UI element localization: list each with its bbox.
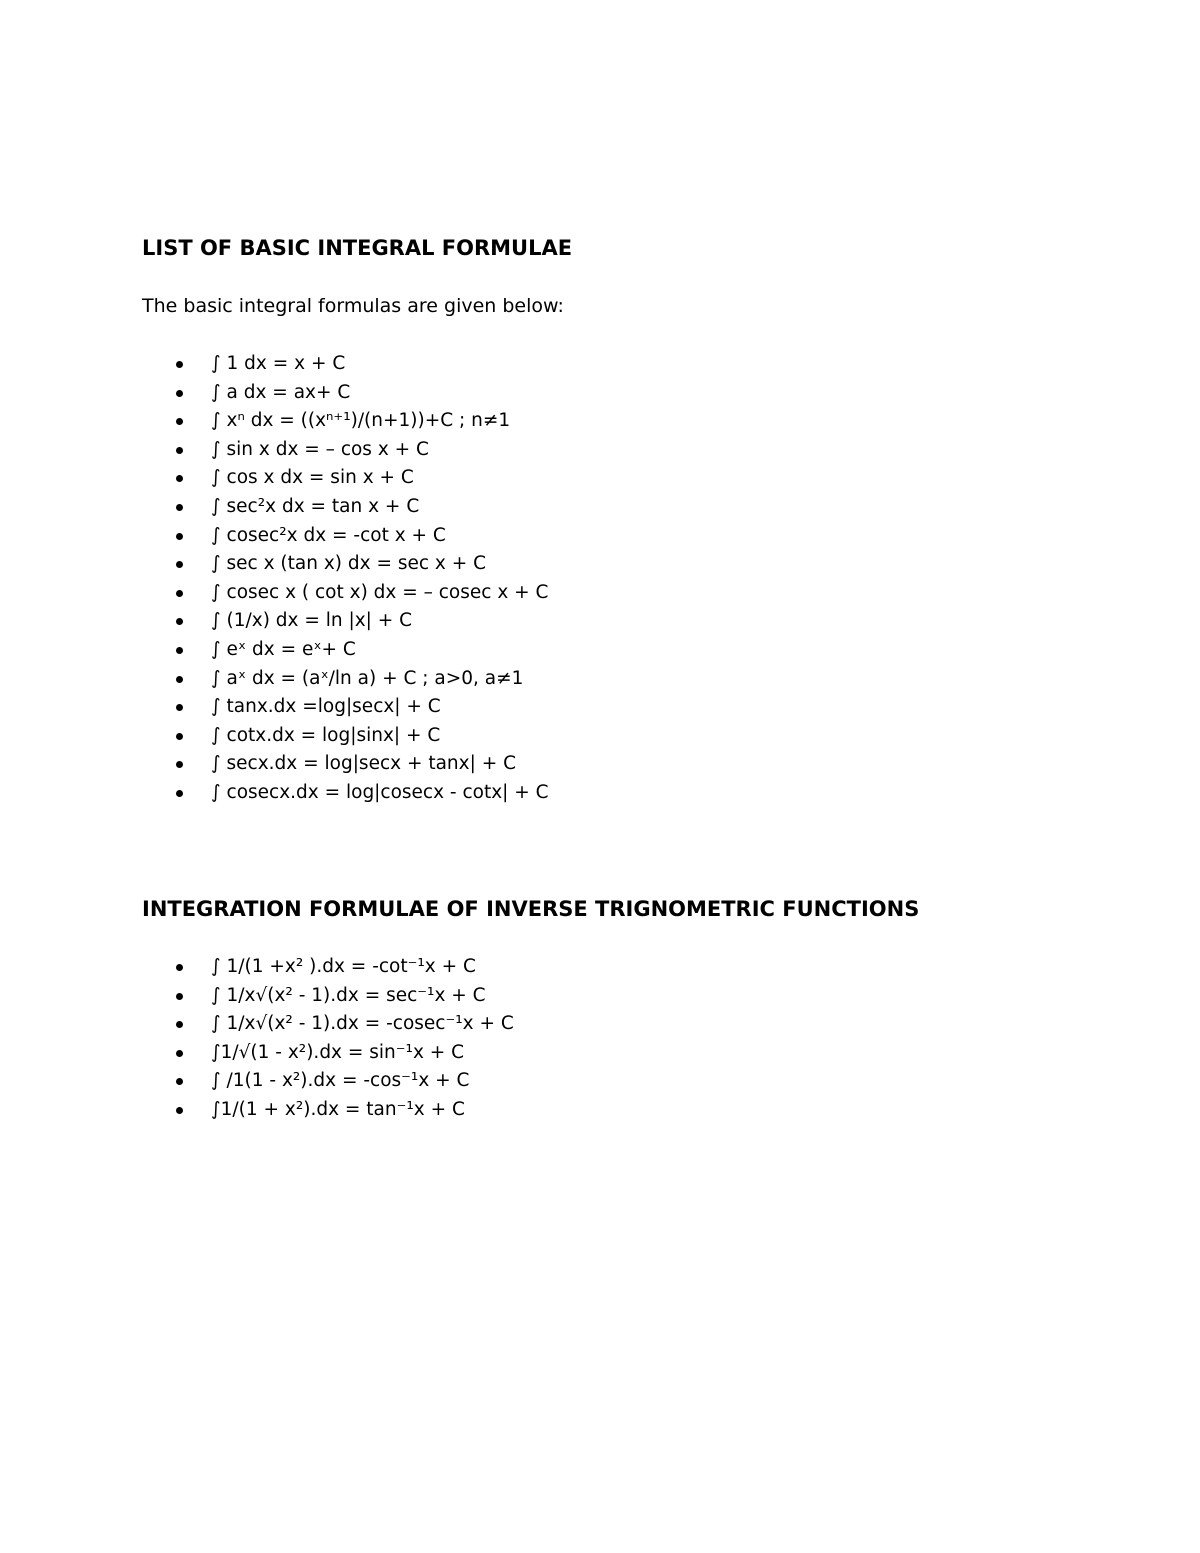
formula-text: ∫1/(1 + x²).dx = tan⁻¹x + C [211,1098,465,1120]
formula-text: ∫ (1/x) dx = ln |x| + C [211,610,413,632]
bullet-icon [176,504,183,511]
bullet-icon [176,993,183,1000]
bullet-icon [176,676,183,683]
bullet-icon [176,618,183,625]
formula-text: ∫ 1/x√(x² - 1).dx = -cosec⁻¹x + C [211,1013,514,1035]
formula-text: ∫ sec x (tan x) dx = sec x + C [211,553,487,575]
bullet-icon [176,704,183,711]
bullet-icon [176,964,183,971]
bullet-icon [176,761,183,768]
section-title-inverse-trig: INTEGRATION FORMULAE OF INVERSE TRIGNOMETRIC FUNCTIONS [142,897,920,921]
bullet-icon [176,390,183,397]
bullet-icon [176,418,183,425]
bullet-icon [176,733,183,740]
bullet-icon [176,533,183,540]
formula-text: ∫ aˣ dx = (aˣ/ln a) + C ; a>0, a≠1 [211,667,524,689]
bullet-icon [176,1107,183,1114]
bullet-icon [176,590,183,597]
formula-text: ∫ sin x dx = – cos x + C [211,438,429,460]
bullet-icon [176,447,183,454]
bullet-icon [176,1078,183,1085]
formula-text: ∫ /1(1 - x²).dx = -cos⁻¹x + C [211,1070,470,1092]
formula-text: ∫ cosec²x dx = -cot x + C [211,524,446,546]
formula-text: ∫ xⁿ dx = ((xⁿ⁺¹)/(n+1))+C ; n≠1 [211,410,511,432]
formula-text: ∫ tanx.dx =log|secx| + C [211,696,441,718]
formula-text: ∫ 1/(1 +x² ).dx = -cot⁻¹x + C [211,956,476,977]
bullet-icon [176,1050,183,1057]
bullet-icon [176,1021,183,1028]
bullet-icon [176,647,183,654]
formula-text: ∫ cosec x ( cot x) dx = – cosec x + C [211,581,549,603]
formula-text: ∫ 1/x√(x² - 1).dx = sec⁻¹x + C [211,984,486,1006]
section-title-basic-integrals: LIST OF BASIC INTEGRAL FORMULAE [142,236,573,260]
formula-text: ∫1/√(1 - x²).dx = sin⁻¹x + C [211,1041,465,1063]
formula-text: ∫ sec²x dx = tan x + C [211,495,420,517]
intro-paragraph: The basic integral formulas are given below: [142,295,564,317]
bullet-icon [176,475,183,482]
bullet-icon [176,561,183,568]
formula-text: ∫ cos x dx = sin x + C [211,467,414,489]
bullet-icon [176,361,183,368]
formula-text: ∫ cotx.dx = log|sinx| + C [211,724,441,746]
formula-text: ∫ a dx = ax+ C [211,381,351,403]
formula-text: ∫ secx.dx = log|secx + tanx| + C [211,753,517,775]
bullet-icon [176,790,183,797]
formula-text: ∫ eˣ dx = eˣ+ C [211,638,356,660]
formula-text: ∫ cosecx.dx = log|cosecx - cotx| + C [211,781,549,803]
formula-text: ∫ 1 dx = x + C [211,353,346,374]
